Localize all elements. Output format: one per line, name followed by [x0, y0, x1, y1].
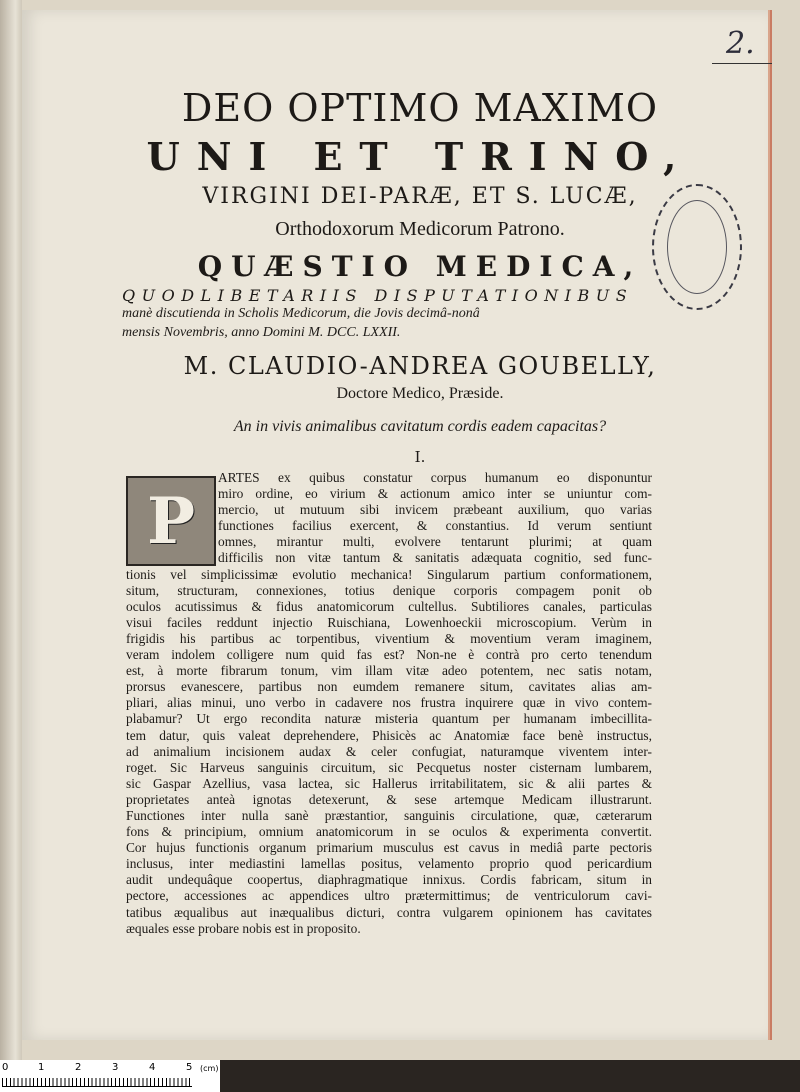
ruler-label: 5	[186, 1062, 193, 1073]
library-stamp-icon	[652, 184, 742, 310]
body-line: frigidis his partibus ac torpentibus, viventium & moventium veram imaginem,	[126, 630, 652, 646]
body-line: Functiones inter nulla sanè præstantior, sanguinis circulatione, quæ, cæterarum	[126, 807, 652, 823]
ruler-ticks	[2, 1078, 192, 1087]
thesis-question: An in vivis animalibus cavitatum cordis eadem capacitas?	[233, 418, 607, 435]
body-line: visui faciles reddunt injectio Ruischiana, Lowenhoeckii microscopium. Verùm in	[126, 614, 652, 630]
folio-underline	[712, 63, 772, 64]
ruler-label: 0	[2, 1062, 9, 1073]
body-line: veram indolem colligere num quid fas est? Non-ne è contrà pro certo tenendum	[126, 647, 652, 663]
date-line-1: manè discutienda in Scholis Medicorum, die Jovis decimâ-nonâ	[122, 306, 480, 321]
body-line: roget. Sic Harveus sanguinis circuitum, sic Pecquetus noster cisternam lumbarem,	[126, 759, 652, 775]
body-line: æquales esse probare nobis est in proposito.	[126, 920, 361, 936]
body-line: prorsus evanescere, partibus non eumdem remanere situm, cavitates alias am-	[126, 679, 652, 695]
scale-ruler	[0, 1060, 220, 1092]
body-line: ad animalium incisionem audax & celer confugiat, naturamque viventem inter-	[126, 743, 652, 759]
body-line: mercio, ut mutuum sibi invicem præbeant auxilium, quo varias	[218, 502, 652, 518]
body-line: proprietates anteà ignotas detexerunt, & sese artemque Medicam illustrarunt.	[126, 791, 652, 807]
body-line: fons & principium, omnium anatomicorum in se oculos & experimenta convertit.	[126, 824, 652, 840]
body-line: Cor hujus functionis organum primarium musculus est cavus in mediâ parte pectoris	[126, 840, 652, 856]
body-line: audit undequâque coopertus, diaphragmatique innixus. Cordis fabricam, situm in	[126, 872, 652, 888]
body-line: situm, structuram, connexiones, totius denique corporis compagem ponit ob	[126, 582, 652, 598]
president-name: M. CLAUDIO-ANDREA GOUBELLY,	[183, 352, 657, 380]
ruler-label: 2	[75, 1062, 82, 1073]
dedication-line-1: DEO OPTIMO MAXIMO	[181, 86, 659, 130]
president-title: Doctore Medico, Præside.	[336, 385, 504, 402]
ruler-label: 4	[149, 1062, 156, 1073]
body-line: omnes, mirantur multi, evolvere tentarunt plurimi; at quam	[218, 534, 652, 550]
dropcap-letter: P	[146, 483, 196, 559]
body-line: difficilis non vitæ tantum & sanitatis adæquata cognitio, sed func-	[218, 550, 652, 566]
page-leaf-edge	[0, 0, 22, 1060]
dedication-line-3: VIRGINI DEI-PARÆ, ET S. LUCÆ,	[202, 184, 638, 209]
body-line: miro ordine, eo virium & actionum amico inter se uniuntur com-	[218, 486, 652, 502]
body-line: est, à morte fibrarum tonum, vim illam vitæ adeo potentem, nec satis notam,	[126, 663, 652, 679]
body-line: tem datur, quis valeat deprehendere, Phisicès ac Anatomiæ face benè instructus,	[126, 727, 652, 743]
dedication-line-2: UNI ET TRINO,	[146, 134, 694, 179]
ruler-label: 3	[112, 1062, 119, 1073]
body-line: plabamur? Ut ergo recondita naturæ misteria quantum per humanam imbecillita-	[126, 711, 652, 727]
body-line: tionis vel simplicissimæ evolutio mechanica! Singularum partium conformationem,	[126, 566, 652, 582]
body-line: tatibus æqualibus aut inæqualibus dicturi, contra vulgarem opinionem has cavitates	[126, 904, 652, 920]
body-paragraph	[126, 470, 652, 937]
thesis-title: QUÆSTIO MEDICA,	[197, 250, 643, 283]
section-number: I.	[414, 448, 426, 466]
date-line-2: mensis Novembris, anno Domini M. DCC. LXXII.	[122, 325, 401, 340]
ruler-label: 1	[38, 1062, 45, 1073]
ruler-unit: (cm)	[200, 1064, 219, 1073]
body-line: inclusus, inter mediastini lamellas positus, velamento proprio quod pericardium	[126, 856, 652, 872]
folio-number: 2.	[726, 26, 755, 61]
dedication-line-4: Orthodoxorum Medicorum Patrono.	[275, 218, 565, 240]
body-line: functiones facilius exercent, & constantius. Id verum sentiunt	[218, 518, 652, 534]
stamp-inner-ring	[667, 200, 727, 294]
body-line: pliari, alias minui, uno verbo in cadavere nos frustra inquirere quæ in vivo contem-	[126, 695, 652, 711]
body-line: ARTES ex quibus constatur corpus humanum eo disponuntur	[218, 470, 652, 485]
body-line: oculos acutissimus & fidus anatomicorum cultellus. Subtiliores canales, particulas	[126, 598, 652, 614]
body-line: sic Gaspar Azellius, vasa lactea, sic Hallerus irritabilitatem, sic & alii partes &	[126, 775, 652, 791]
body-line: pectore, accessiones ac appendices ultro prætermittimus; de ventriculorum cavi-	[126, 888, 652, 904]
disputation-line: QUODLIBETARIIS DISPUTATIONIBUS	[122, 286, 634, 305]
